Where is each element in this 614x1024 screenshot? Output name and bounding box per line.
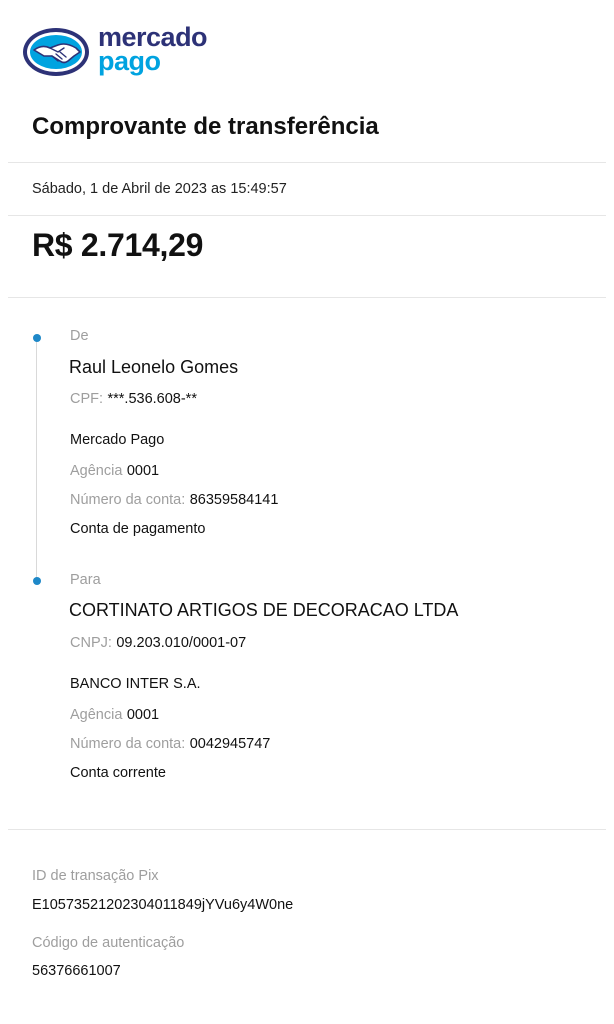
to-document-label: CNPJ: bbox=[70, 635, 112, 651]
auth-code-value: 56376661007 bbox=[32, 963, 121, 979]
to-section-label: Para bbox=[70, 572, 101, 588]
transfer-amount: R$ 2.714,29 bbox=[32, 227, 204, 263]
auth-code-label: Código de autenticação bbox=[32, 935, 185, 951]
to-agency bbox=[70, 706, 159, 724]
from-agency-label: Agência bbox=[70, 463, 123, 479]
to-document bbox=[70, 634, 246, 652]
divider bbox=[8, 215, 606, 216]
to-account bbox=[70, 735, 270, 753]
page-title: Comprovante de transferência bbox=[32, 113, 379, 140]
pix-id-label: ID de transação Pix bbox=[32, 868, 159, 884]
to-agency-value: 0001 bbox=[126, 707, 160, 723]
from-bank: Mercado Pago bbox=[70, 432, 165, 448]
logo-text-line2: pago bbox=[98, 46, 161, 76]
divider bbox=[8, 829, 606, 830]
handshake-logo-icon bbox=[22, 26, 94, 78]
transfer-date: Sábado, 1 de Abril de 2023 as 15:49:57 bbox=[32, 181, 287, 197]
from-account-label: Número da conta: bbox=[70, 492, 186, 508]
to-document-value: 09.203.010/0001-07 bbox=[116, 635, 247, 651]
from-account-type: Conta de pagamento bbox=[70, 521, 206, 537]
from-name: Raul Leonelo Gomes bbox=[69, 357, 239, 377]
from-document-value: ***.536.608-** bbox=[107, 391, 197, 407]
from-account bbox=[70, 491, 278, 509]
from-document bbox=[70, 390, 197, 408]
to-account-label: Número da conta: bbox=[70, 736, 186, 752]
from-agency bbox=[70, 462, 159, 480]
timeline-dot-to bbox=[33, 577, 41, 585]
to-account-type: Conta corrente bbox=[70, 765, 166, 781]
divider bbox=[8, 162, 606, 163]
timeline-line bbox=[36, 338, 37, 581]
from-section-label: De bbox=[70, 328, 89, 344]
to-agency-label: Agência bbox=[70, 707, 123, 723]
logo-text-line1: mercado bbox=[98, 22, 208, 52]
pix-id-value: E10573521202304011849jYVu6y4W0ne bbox=[32, 897, 294, 913]
to-bank: BANCO INTER S.A. bbox=[70, 676, 201, 692]
logo-wordmark bbox=[98, 22, 208, 76]
from-agency-value: 0001 bbox=[126, 463, 160, 479]
to-account-value: 0042945747 bbox=[189, 736, 271, 752]
from-account-value: 86359584141 bbox=[189, 492, 279, 508]
divider bbox=[8, 297, 606, 298]
timeline-dot-from bbox=[33, 334, 41, 342]
to-name: CORTINATO ARTIGOS DE DECORACAO LTDA bbox=[69, 600, 459, 620]
from-document-label: CPF: bbox=[70, 391, 104, 407]
